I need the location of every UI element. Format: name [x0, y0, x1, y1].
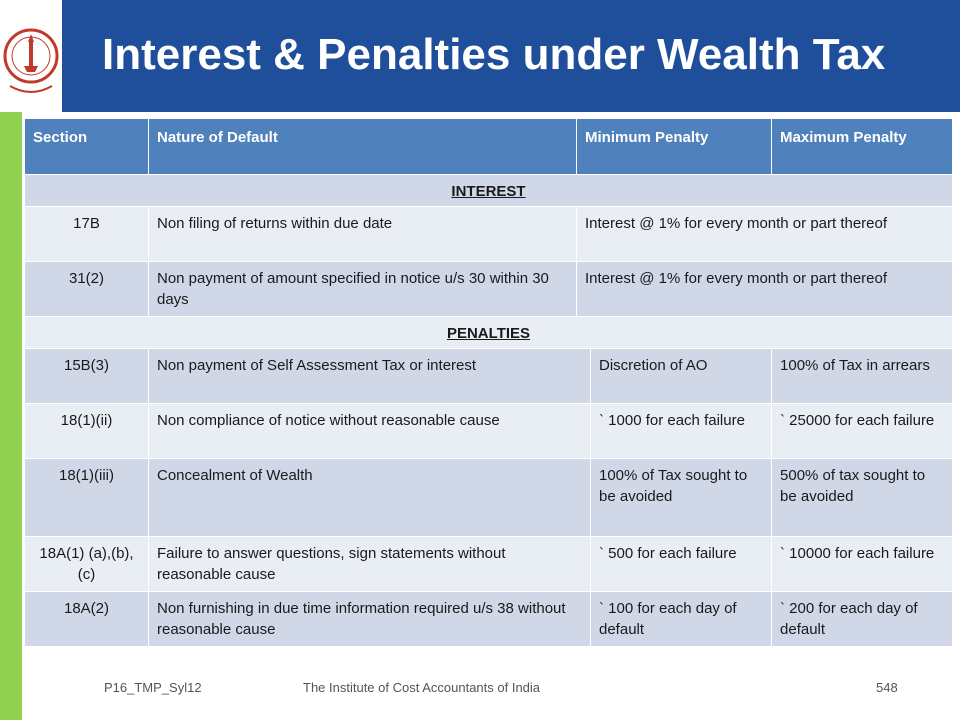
min-penalty-cell: 100% of Tax sought to be avoided	[591, 459, 772, 537]
institute-emblem-icon	[2, 2, 60, 110]
nature-cell: Non furnishing in due time information required u/s 38 without reasonable cause	[149, 592, 591, 647]
nature-cell: Non payment of amount specified in notice u/s 30 within 30 days	[149, 262, 577, 317]
max-penalty-cell: 500% of tax sought to be avoided	[772, 459, 953, 537]
institute-logo	[0, 0, 62, 112]
title-bar	[62, 0, 960, 112]
nature-cell: Non payment of Self Assessment Tax or interest	[149, 349, 591, 404]
accent-bar	[0, 112, 22, 720]
page-number: 548	[876, 680, 898, 695]
nature-cell: Non compliance of notice without reasonable cause	[149, 404, 591, 459]
min-penalty-cell: ` 100 for each day of default	[591, 592, 772, 647]
footer-institute: The Institute of Cost Accountants of India	[303, 680, 541, 695]
min-penalty-cell: Discretion of AO	[591, 349, 772, 404]
table-row	[25, 592, 953, 647]
penalties-heading: PENALTIES	[25, 317, 953, 349]
slide-title: Interest & Penalties under Wealth Tax	[102, 30, 886, 79]
table-row	[25, 459, 953, 537]
interest-cell: Interest @ 1% for every month or part thereof	[577, 262, 953, 317]
footer-code: P16_TMP_Syl12	[104, 680, 202, 695]
header-section: Section	[25, 119, 149, 175]
penalties-heading-row	[25, 317, 953, 349]
interest-cell: Interest @ 1% for every month or part thereof	[577, 207, 953, 262]
table-row	[25, 537, 953, 592]
table-header-row	[25, 119, 953, 175]
section-cell: 18(1)(iii)	[25, 459, 149, 537]
max-penalty-cell: 100% of Tax in arrears	[772, 349, 953, 404]
interest-heading-row	[25, 175, 953, 207]
nature-cell: Failure to answer questions, sign statements without reasonable cause	[149, 537, 591, 592]
max-penalty-cell: ` 25000 for each failure	[772, 404, 953, 459]
header-nature: Nature of Default	[149, 119, 577, 175]
penalty-table	[24, 118, 953, 647]
nature-cell: Concealment of Wealth	[149, 459, 591, 537]
section-cell: 31(2)	[25, 262, 149, 317]
max-penalty-cell: ` 10000 for each failure	[772, 537, 953, 592]
max-penalty-cell: ` 200 for each day of default	[772, 592, 953, 647]
min-penalty-cell: ` 500 for each failure	[591, 537, 772, 592]
min-penalty-cell: ` 1000 for each failure	[591, 404, 772, 459]
section-cell: 18A(1) (a),(b),(c)	[25, 537, 149, 592]
table-row	[25, 207, 953, 262]
table-row	[25, 349, 953, 404]
header-min-penalty: Minimum Penalty	[577, 119, 772, 175]
interest-heading: INTEREST	[25, 175, 953, 207]
header-max-penalty: Maximum Penalty	[772, 119, 953, 175]
section-cell: 18(1)(ii)	[25, 404, 149, 459]
table-row	[25, 404, 953, 459]
section-cell: 17B	[25, 207, 149, 262]
nature-cell: Non filing of returns within due date	[149, 207, 577, 262]
table-row	[25, 262, 953, 317]
section-cell: 15B(3)	[25, 349, 149, 404]
section-cell: 18A(2)	[25, 592, 149, 647]
